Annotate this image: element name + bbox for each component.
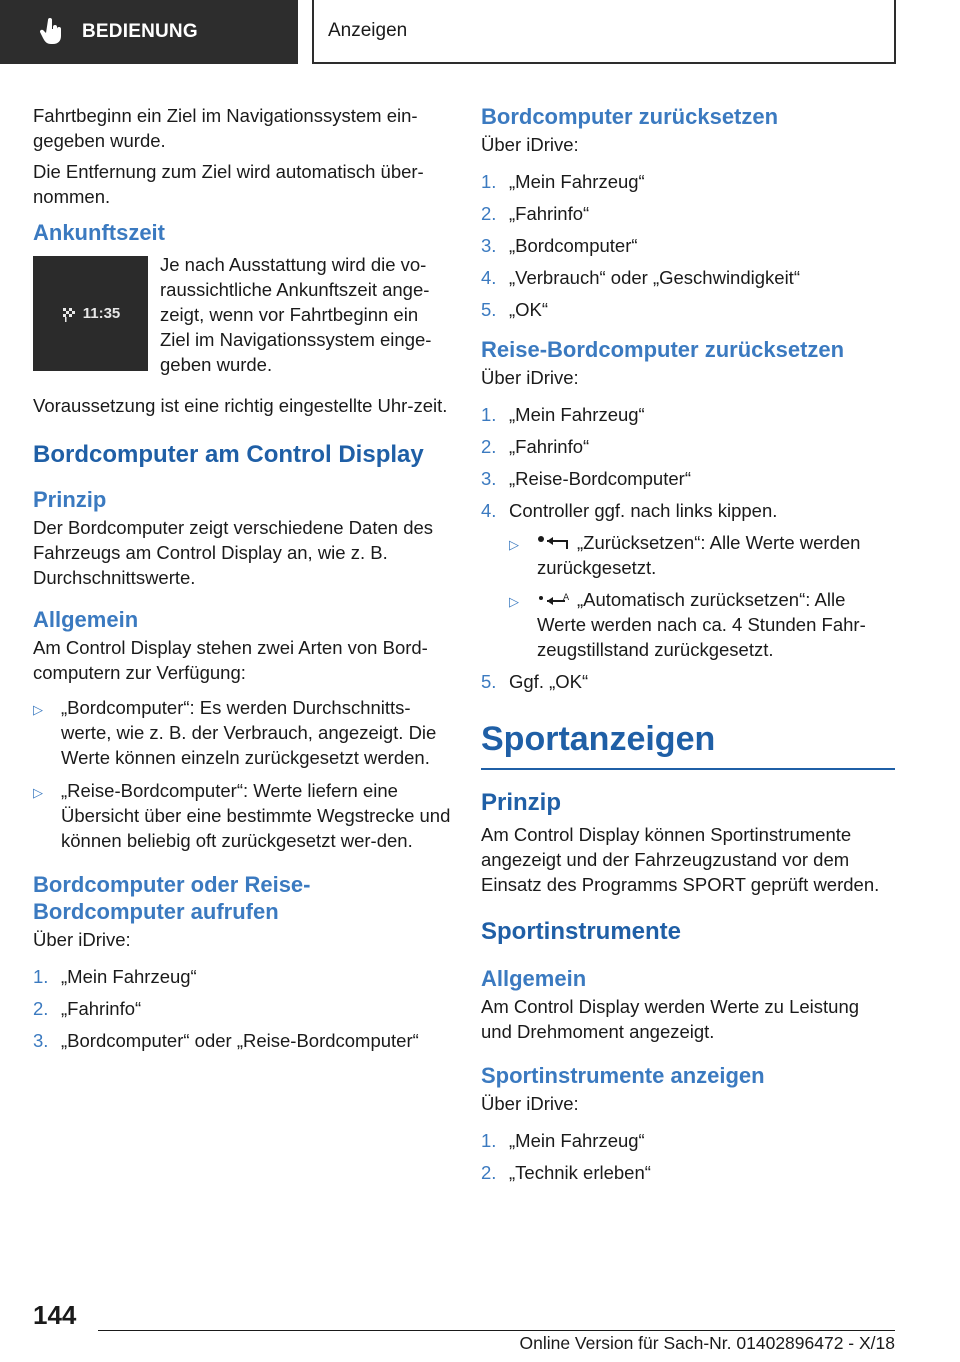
paragraph: Voraussetzung ist eine richtig eingestellte Uhr-zeit. xyxy=(33,395,448,416)
heading-reset: Bordcomputer zurücksetzen xyxy=(481,104,779,129)
auto-reset-arrow-icon xyxy=(537,592,571,610)
destination-flag-icon xyxy=(61,306,77,322)
list-item: ▷ A „Automatisch zurücksetzen“: Alle Werte werden nach ca. 4 Stunden Fahr-zeugstillstand zurückgesetzt. xyxy=(509,589,866,660)
paragraph: Über iDrive: xyxy=(481,1093,579,1114)
arrival-time-display xyxy=(33,256,148,371)
heading-sport-allgemein: Allgemein xyxy=(481,966,587,991)
numbered-list xyxy=(481,169,895,322)
list-item: ▷ „Bordcomputer“: Es werden Durchschnitts-werte, wie z. B. der Verbrauch, angezeigt. Die Werte können einzeln zurückgesetzt werden. xyxy=(33,697,437,768)
list-item: 4. „Verbrauch“ oder „Geschwindigkeit“ xyxy=(481,267,800,288)
hand-pointer-icon xyxy=(40,18,64,46)
list-item: 5. Ggf. „OK“ xyxy=(481,671,589,692)
paragraph: Fahrtbeginn ein Ziel im Navigationssystem ein-gegeben wurde. xyxy=(33,105,418,151)
list-item: 2. „Fahrinfo“ xyxy=(33,998,142,1019)
list-item: 1. „Mein Fahrzeug“ xyxy=(481,1130,645,1151)
numbered-list xyxy=(481,402,895,523)
numbered-list xyxy=(481,669,895,694)
triangle-bullet-icon: ▷ xyxy=(509,537,519,552)
paragraph: Über iDrive: xyxy=(481,367,579,388)
online-version-text: Online Version für Sach-Nr. 01402896472 - X/18 xyxy=(519,1333,895,1353)
list-item: ▷ „Reise-Bordcomputer“: Werte liefern eine Übersicht über eine bestimmte Wegstrecke und können beliebig oft zurückgesetzt wer-den. xyxy=(33,780,451,851)
heading-allgemein: Allgemein xyxy=(33,607,139,632)
sub-bullet-list xyxy=(509,530,895,662)
paragraph: Am Control Display können Sportinstrumente angezeigt und der Fahrzeugzustand vor dem Einsatz des Programms SPORT geprüft werden. xyxy=(481,824,880,895)
list-item: 1. „Mein Fahrzeug“ xyxy=(481,171,645,192)
heading-aufrufen: Bordcomputer oder Reise-Bordcomputer aufrufen xyxy=(33,872,311,924)
heading-sport-prinzip: Prinzip xyxy=(481,789,562,816)
right-column xyxy=(481,103,895,1192)
numbered-list xyxy=(481,1128,895,1185)
triangle-bullet-icon: ▷ xyxy=(509,594,519,609)
heading-sportinstrumente: Sportinstrumente xyxy=(481,918,682,945)
heading-sportanzeigen: Sportanzeigen xyxy=(481,718,895,770)
list-item: 1. „Mein Fahrzeug“ xyxy=(481,404,645,425)
numbered-list xyxy=(33,964,451,1053)
left-column xyxy=(33,103,451,1060)
list-item: 1. „Mein Fahrzeug“ xyxy=(33,966,197,987)
list-item: 3. „Bordcomputer“ oder „Reise-Bordcomputer“ xyxy=(33,1030,419,1051)
list-item: 4. Controller ggf. nach links kippen. xyxy=(481,500,778,521)
list-item: 5. „OK“ xyxy=(481,299,549,320)
footer-divider xyxy=(98,1330,895,1331)
list-item: 3. „Reise-Bordcomputer“ xyxy=(481,468,691,489)
paragraph: Am Control Display werden Werte zu Leistung und Drehmoment angezeigt. xyxy=(481,996,860,1042)
paragraph: Über iDrive: xyxy=(33,929,131,950)
section-label: BEDIENUNG xyxy=(82,21,198,42)
clock-time: 11:35 xyxy=(82,305,121,322)
reset-arrow-icon xyxy=(537,535,571,553)
heading-sport-anzeigen: Sportinstrumente anzeigen xyxy=(481,1063,765,1088)
svg-text:A: A xyxy=(563,593,570,604)
ankunft-text: Je nach Ausstattung wird die vo-raussichtliche Ankunftszeit ange-zeigt, wenn vor Fahrtbeginn ein Ziel im Navigationssystem einge-geben wurde. xyxy=(160,254,432,375)
paragraph: Über iDrive: xyxy=(481,134,579,155)
list-item: ▷ „Zurücksetzen“: Alle Werte werden zurückgesetzt. xyxy=(509,532,861,578)
ankunft-figure xyxy=(33,252,451,377)
heading-reise-reset: Reise-Bordcomputer zurücksetzen xyxy=(481,337,845,362)
list-item: 2. „Fahrinfo“ xyxy=(481,436,590,457)
chapter-label: Anzeigen xyxy=(328,20,408,41)
paragraph: Die Entfernung zum Ziel wird automatisch über-nommen. xyxy=(33,161,424,207)
heading-ankunftszeit: Ankunftszeit xyxy=(33,220,165,245)
bullet-list xyxy=(33,695,451,853)
chapter-box[interactable] xyxy=(312,0,896,64)
paragraph: Der Bordcomputer zeigt verschiedene Daten des Fahrzeugs am Control Display an, wie z. B. Durchschnittswerte. xyxy=(33,517,434,588)
heading-prinzip: Prinzip xyxy=(33,487,107,512)
list-item: 2. „Technik erleben“ xyxy=(481,1162,651,1183)
triangle-bullet-icon: ▷ xyxy=(33,785,43,800)
heading-bordcomputer: Bordcomputer am Control Display xyxy=(33,441,424,468)
paragraph: Am Control Display stehen zwei Arten von Bord-computern zur Verfügung: xyxy=(33,637,428,683)
list-item: 2. „Fahrinfo“ xyxy=(481,203,590,224)
section-tab[interactable] xyxy=(0,0,298,64)
list-item: 3. „Bordcomputer“ xyxy=(481,235,638,256)
triangle-bullet-icon: ▷ xyxy=(33,702,43,717)
page-number: 144 xyxy=(33,1300,77,1330)
